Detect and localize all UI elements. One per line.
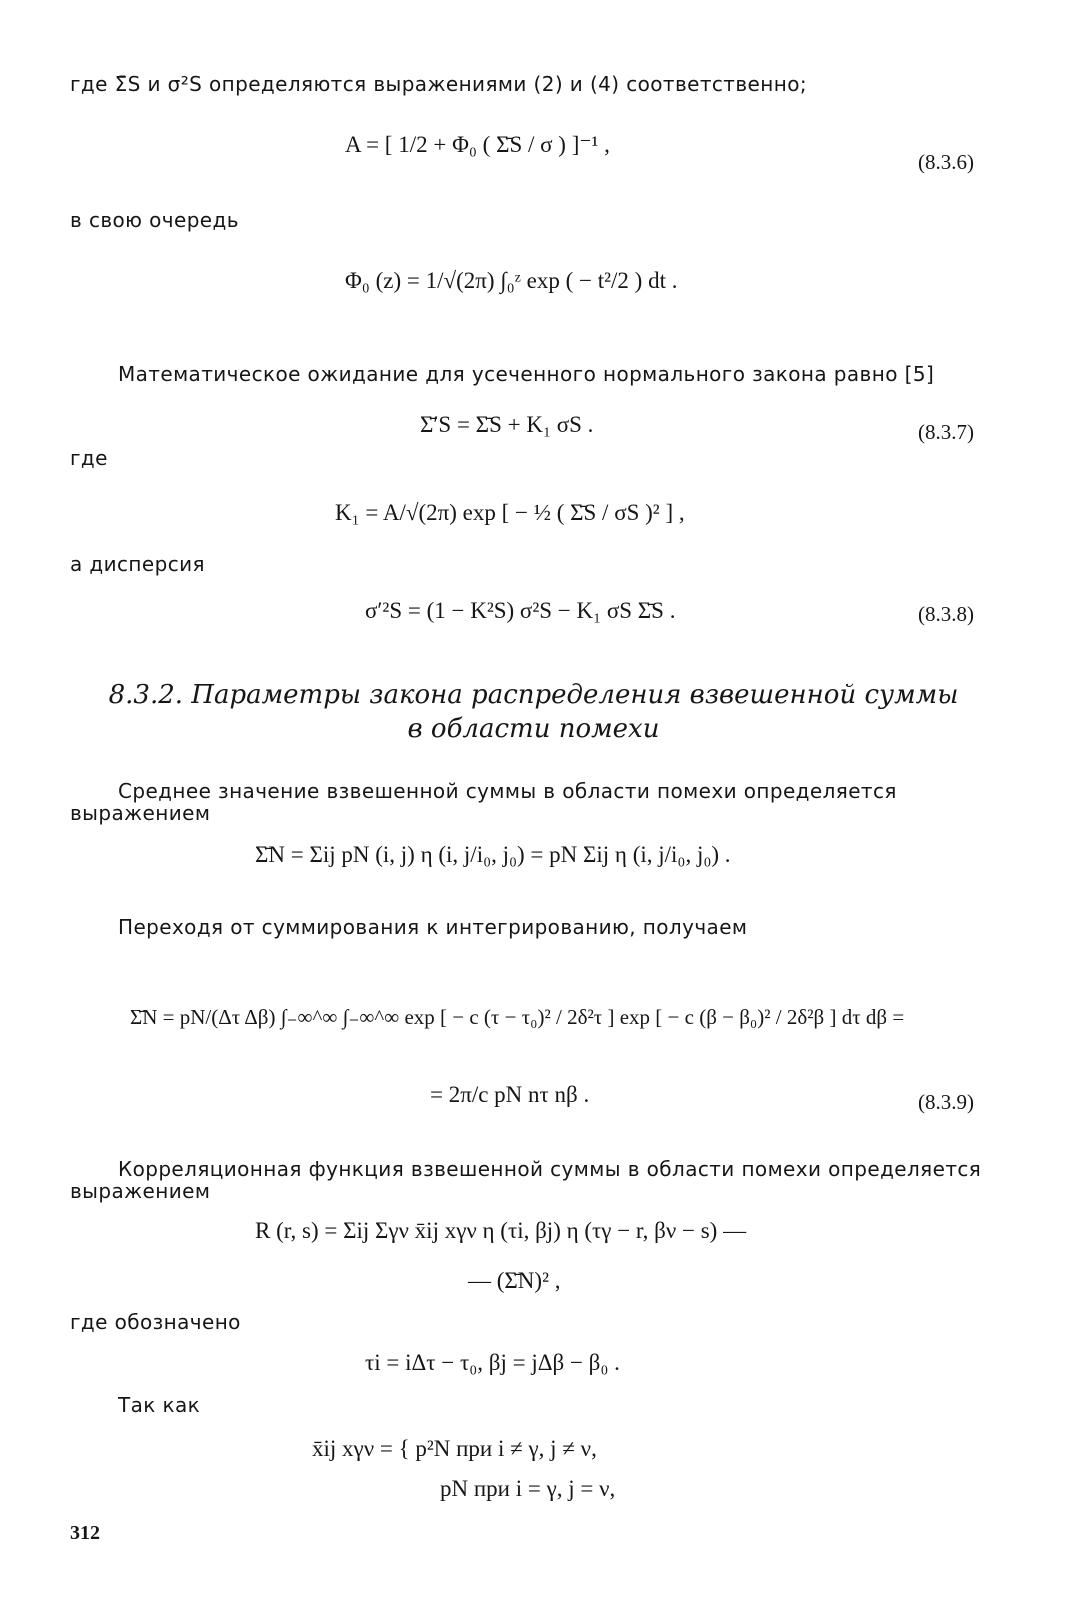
text-line-1: где Σ̄S и σ²S определяются выражениями (2) и (4) соответственно; [70,72,807,96]
text-line-6: Так как [118,1393,201,1417]
text-line-4: а дисперсия [70,552,205,576]
text-line-5: где обозначено [70,1310,241,1334]
text-line-2: в свою очередь [70,208,239,232]
section-heading-line-1: 8.3.2. Параметры закона распределения взвешенной суммы [108,680,959,710]
section-heading-line-2: в области помехи [407,714,660,744]
equation-k1: K₁ = A/√(2π) exp [ − ½ ( Σ̄S / σS )² ] , [335,500,685,525]
paragraph-correlation: Корреляционная функция взвешенной суммы в области помехи определяется выражением [70,1157,982,1203]
paragraph-mean-value: Среднее значение взвешенной суммы в области помехи определяется выражением [70,779,897,825]
equation-8-3-9-result: = 2π/c pN nτ nβ . [430,1082,590,1107]
equation-correlation: R (r, s) = Σij Σγν x̄ij xγν η (τi, βj) η (τγ − r, βν − s) — [255,1218,747,1243]
equation-correlation-cont: — (Σ̄N)² , [468,1268,561,1293]
equation-phi0: Φ₀ (z) = 1/√(2π) ∫₀ᶻ exp ( − t²/2 ) dt . [345,268,678,293]
page-number: 312 [70,1522,100,1544]
equation-8-3-9-integral: Σ̄N = pN/(Δτ Δβ) ∫₋∞^∞ ∫₋∞^∞ exp [ − c (τ − τ₀)² / 2δ²τ ] exp [ − c (β − β₀)² / 2δ²β ] dτ dβ = [130,1005,905,1029]
equation-number-8-3-6: (8.3.6) [918,150,974,174]
equation-piecewise-1: x̄ij xγν = { p²N при i ≠ γ, j ≠ ν, [312,1436,597,1461]
equation-8-3-8: σ′²S = (1 − K²S) σ²S − K₁ σS Σ̄S . [365,598,676,623]
equation-piecewise-2: pN при i = γ, j = ν, [440,1476,616,1501]
equation-number-8-3-8: (8.3.8) [918,602,974,626]
equation-sigma-n: Σ̄N = Σij pN (i, j) η (i, j/i₀, j₀) = pN Σij η (i, j/i₀, j₀) . [255,842,731,867]
equation-8-3-6: A = [ 1/2 + Φ₀ ( Σ̄S / σ ) ]⁻¹ , [345,132,610,157]
text-line-3: где [70,446,108,470]
paragraph-expectation: Математическое ожидание для усеченного нормального закона равно [5] [118,362,935,386]
paragraph-integration: Переходя от суммирования к интегрированию, получаем [118,915,748,939]
equation-8-3-7: Σ̄′S = Σ̄S + K₁ σS . [420,412,594,437]
equation-tau-beta: τi = iΔτ − τ₀, βj = jΔβ − β₀ . [365,1350,620,1375]
equation-number-8-3-7: (8.3.7) [918,420,974,444]
equation-number-8-3-9: (8.3.9) [918,1090,974,1114]
